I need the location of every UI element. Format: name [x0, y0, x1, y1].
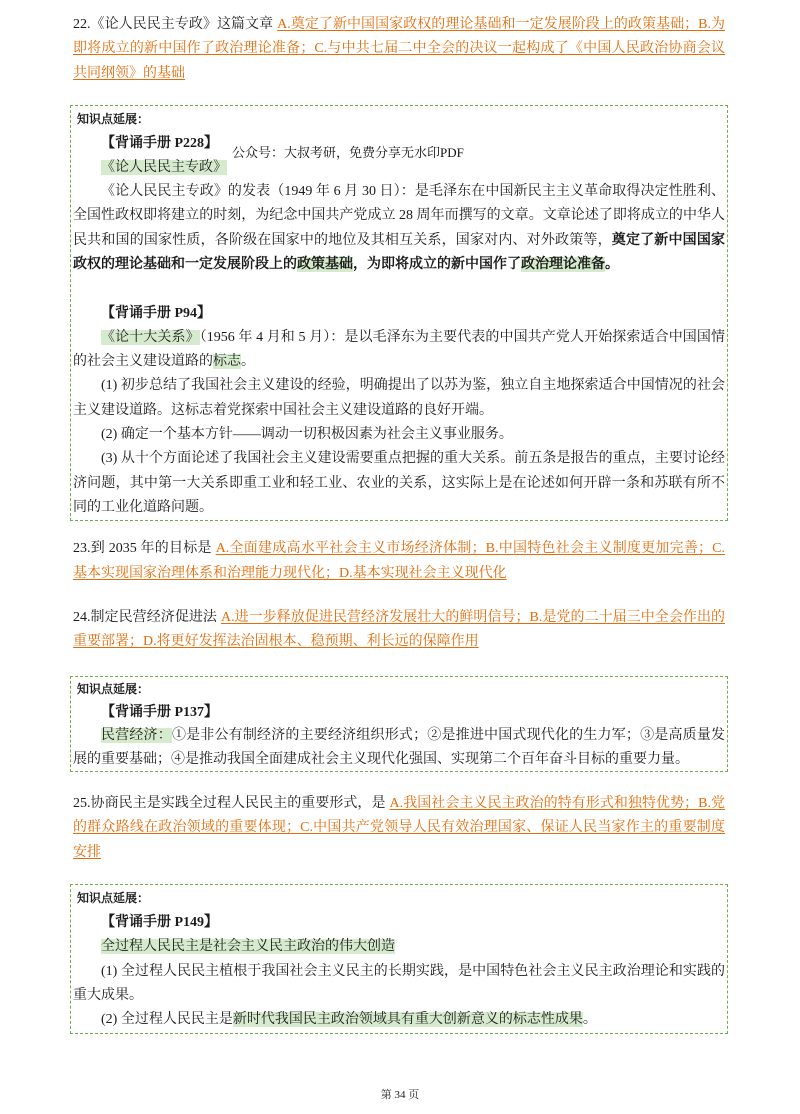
- paragraph-text: （1956 年 4 月和 5 月）：是以毛泽东为主要代表的中国共产党人开始探索适合中国国情的社会主义建设道路的: [73, 329, 726, 370]
- topic-paragraph: [73, 724, 725, 771]
- list-item: [73, 1008, 725, 1032]
- question-23-stem: 23.到 2035 年的目标是: [73, 541, 212, 557]
- paragraph-text: 《论人民民主专政》的发表（1949 年 6 月 30 日）：是毛泽东在中国新民主主义革命取得决定性胜利、全国性政权即将建立的时刻，为纪念中国共产党成立 28 周年而撰写的文章。文章论述了即将成立的中华人民共和国的国家性质，各阶级在国家中的地位及其相互关系，国家对内、对外政策等，: [73, 184, 725, 248]
- topic-paragraph: [73, 326, 725, 375]
- question-25-stem: 25.协商民主是实践全过程人民民主的重要形式，是: [73, 796, 386, 812]
- topic-title-highlight: 《论人民民主专政》: [101, 159, 227, 175]
- topic-title-highlight: 民营经济：: [101, 728, 172, 744]
- question-22-stem: 22.《论人民民主专政》这篇文章: [73, 17, 274, 32]
- recitation-manual-ref-p228: 【背诵手册 P228】: [101, 135, 219, 151]
- paragraph-bold-text: ，为即将成立的新中国作了: [353, 257, 521, 272]
- topic-title-line: [73, 935, 725, 959]
- page-content: [70, 13, 728, 1034]
- knowledge-extension-heading: 知识点延展：: [77, 681, 150, 696]
- knowledge-extension-heading: 知识点延展：: [77, 112, 150, 127]
- paragraph-bold-text: 奠定了新中国国家政权的理论基础和一定发展阶段上的: [73, 232, 726, 272]
- page-number: 第 34 页: [380, 1089, 420, 1101]
- list-item: (1) 初步总结了我国社会主义建设的经验，明确提出了以苏为鉴，独立自主地探索适合中国情况的社会主义建设道路。这标志着党探索中国社会主义建设道路的良好开端。: [73, 378, 725, 418]
- keyword-highlight: 标志: [213, 354, 241, 370]
- question-24-stem: 24.制定民营经济促进法: [73, 610, 217, 626]
- topic-paragraph: [73, 180, 725, 277]
- paragraph-text: (2) 全过程人民民主是: [101, 1012, 233, 1028]
- list-item: (3) 从十个方面论述了我国社会主义建设需要重点把握的重大关系。前五条是报告的重点，主要讨论经济问题，其中第一大关系即重工业和轻工业、农业的关系，这实际上是在论述如何开辟一条和苏联有所不同的工业化道路问题。: [73, 451, 725, 515]
- knowledge-extension-box-3: [70, 884, 728, 1033]
- knowledge-extension-box-1: [70, 105, 728, 521]
- topic-title-highlight: 全过程人民民主是社会主义民主政治的伟大创造: [101, 939, 395, 955]
- keyword-highlight: 新时代我国民主政治领域具有重大创新意义的标志性成果: [232, 1012, 583, 1028]
- knowledge-extension-heading: 知识点延展：: [77, 891, 150, 906]
- question-25-answer: A.我国社会主义民主政治的特有形式和独特优势；B.党的群众路线在政治领域的重要体现；C.中国共产党领导人民有效治理国家、保证人民当家作主的重要制度安排: [73, 796, 726, 860]
- question-24-answer: A.进一步释放促进民营经济发展壮大的鲜明信号；B.是党的二十届三中全会作出的重要部署；D.将更好发挥法治固根本、稳预期、利长远的保障作用: [73, 610, 725, 650]
- paragraph-text: 。: [241, 354, 255, 370]
- topic-title-highlight: 《论十大关系》: [101, 329, 200, 345]
- paragraph-text: 。: [582, 1012, 597, 1028]
- recitation-manual-ref-p137: 【背诵手册 P137】: [101, 705, 219, 721]
- question-22-answer: A.奠定了新中国国家政权的理论基础和一定发展阶段上的政策基础；B.为即将成立的新中国作了政治理论准备；C.与中共七届二中全会的决议一起构成了《中国人民政治协商会议共同纲领》的基础: [73, 17, 725, 81]
- watermark-text: 公众号：大叔考研，免费分享无水印PDF: [232, 145, 464, 161]
- question-23: [70, 537, 728, 586]
- recitation-manual-ref-p149: 【背诵手册 P149】: [101, 914, 219, 930]
- list-item: (2) 确定一个基本方针——调动一切积极因素为社会主义事业服务。: [101, 427, 513, 443]
- paragraph-text: ①是非公有制经济的主要经济组织形式；②是推进中国式现代化的生力军；③是高质量发展的重要基础；④是推动我国全面建成社会主义现代化强国、实现第二个百年奋斗目标的重要力量。: [73, 728, 726, 767]
- question-23-answer: A.全面建成高水平社会主义市场经济体制；B.中国特色社会主义制度更加完善；C.基本实现国家治理体系和治理能力现代化；D.基本实现社会主义现代化: [73, 541, 725, 581]
- question-25: [70, 792, 728, 865]
- paragraph-bold-text: 。: [605, 257, 619, 272]
- recitation-manual-ref-p94: 【背诵手册 P94】: [101, 305, 212, 321]
- question-24: [70, 606, 728, 655]
- paragraph-bold-highlight: 政策基础: [297, 257, 353, 272]
- list-item: (1) 全过程人民民主植根于我国社会主义民主的长期实践，是中国特色社会主义民主政治理论和实践的重大成果。: [73, 963, 725, 1003]
- paragraph-bold-highlight: 政治理论准备: [521, 257, 605, 272]
- question-22: [70, 13, 728, 86]
- knowledge-extension-box-2: [70, 676, 728, 772]
